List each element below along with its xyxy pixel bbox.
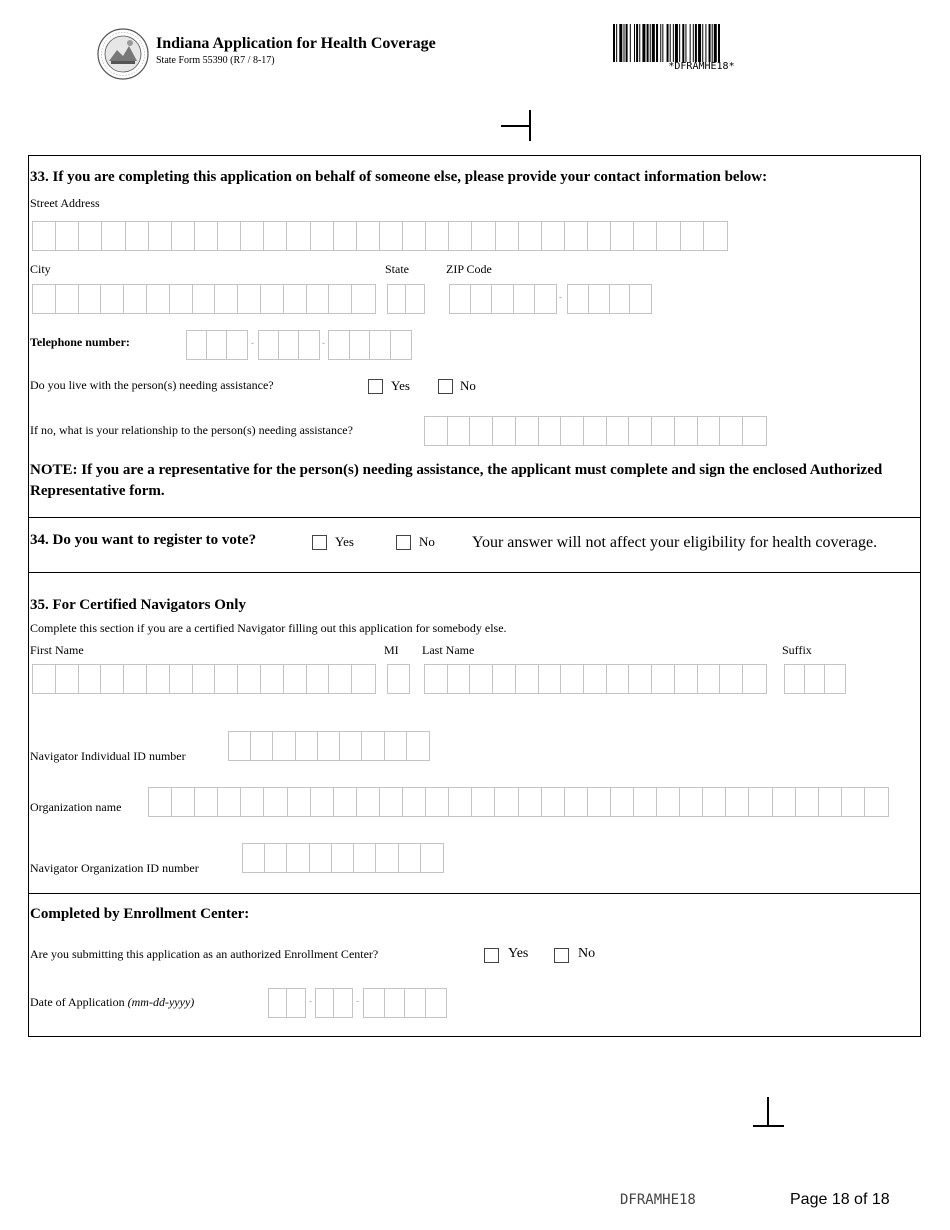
comb-cell: [79, 665, 102, 693]
comb-cell: [611, 788, 634, 816]
comb-cell: [785, 665, 805, 693]
state-seal-icon: [97, 28, 149, 80]
comb-cell: [539, 665, 562, 693]
comb-cell: [720, 665, 743, 693]
application-year-input[interactable]: [363, 988, 447, 1018]
organization-name-label: Organization name: [30, 800, 122, 814]
barcode-bar: [642, 24, 645, 62]
comb-cell: [79, 285, 102, 313]
comb-cell: [362, 732, 384, 760]
authorized-representative-note: NOTE: If you are a representative for the person(s) needing assistance, the applicant must complete and sign the enclosed Authorized Representative form.: [30, 462, 883, 499]
comb-cell: [399, 844, 421, 872]
comb-cell: [539, 417, 562, 445]
comb-cell: [634, 788, 657, 816]
comb-cell: [56, 665, 79, 693]
comb-cell: [819, 788, 842, 816]
comb-cell: [519, 788, 542, 816]
comb-cell: [264, 222, 287, 250]
comb-cell: [630, 285, 651, 313]
comb-cell: [426, 222, 449, 250]
comb-cell: [311, 222, 334, 250]
comb-cell: [172, 788, 195, 816]
comb-cell: [284, 285, 307, 313]
comb-cell: [657, 788, 680, 816]
footer-form-code: DFRAMHE18: [620, 1192, 696, 1208]
comb-cell: [310, 844, 332, 872]
comb-cell: [354, 844, 376, 872]
comb-cell: [421, 844, 443, 872]
navigator-organization-id-input[interactable]: [242, 843, 444, 873]
comb-cell: [584, 417, 607, 445]
comb-cell: [147, 285, 170, 313]
barcode-bar: [685, 24, 686, 62]
comb-cell: [542, 788, 565, 816]
navigator-instructions: Complete this section if you are a certified Navigator filling out this application for somebody else.: [30, 621, 507, 635]
barcode-bar: [714, 24, 717, 62]
section-35-heading: 35. For Certified Navigators Only: [30, 597, 246, 613]
comb-cell: [101, 285, 124, 313]
comb-cell: [287, 844, 309, 872]
comb-cell: [607, 665, 630, 693]
comb-cell: [311, 788, 334, 816]
comb-cell: [376, 844, 398, 872]
comb-cell: [195, 222, 218, 250]
barcode-bar: [695, 24, 697, 62]
comb-cell: [471, 285, 492, 313]
comb-cell: [385, 732, 407, 760]
barcode-bar: [619, 24, 622, 62]
barcode: [613, 24, 790, 62]
registration-mark-bottom-vertical: [767, 1097, 769, 1127]
zip-dash: -: [559, 292, 562, 302]
telephone-line-input[interactable]: [328, 330, 412, 360]
comb-cell: [535, 285, 556, 313]
barcode-bar: [670, 24, 671, 62]
page-number: Page 18 of 18: [790, 1191, 890, 1208]
barcode-bar: [690, 24, 691, 62]
enrollment-center-question: Are you submitting this application as an authorized Enrollment Center?: [30, 947, 379, 961]
comb-cell: [450, 285, 471, 313]
register-vote-yes-label: Yes: [335, 534, 354, 549]
comb-cell: [329, 665, 352, 693]
comb-cell: [273, 732, 295, 760]
registration-mark-top: [501, 125, 531, 127]
comb-cell: [584, 665, 607, 693]
comb-cell: [147, 665, 170, 693]
registration-mark-top-vertical: [529, 110, 531, 141]
navigator-id-input[interactable]: [228, 731, 430, 761]
section-33-heading: 33. If you are completing this application on behalf of someone else, please provide your contact information below:: [30, 169, 768, 185]
organization-name-input[interactable]: [148, 787, 889, 817]
comb-cell: [340, 732, 362, 760]
live-with-yes-label: Yes: [391, 378, 410, 393]
comb-cell: [218, 222, 241, 250]
comb-cell: [124, 285, 147, 313]
live-with-question: Do you live with the person(s) needing assistance?: [30, 378, 274, 392]
comb-cell: [251, 732, 273, 760]
comb-cell: [56, 222, 79, 250]
comb-cell: [495, 788, 518, 816]
comb-cell: [472, 222, 495, 250]
first-name-label: First Name: [30, 643, 84, 657]
comb-cell: [588, 222, 611, 250]
register-vote-yes-checkbox[interactable]: [312, 535, 327, 550]
zip-code-input[interactable]: [449, 284, 557, 314]
comb-cell: [425, 417, 448, 445]
relationship-input[interactable]: [424, 416, 767, 446]
telephone-dash-2: -: [322, 338, 325, 348]
relationship-question: If no, what is your relationship to the person(s) needing assistance?: [30, 423, 353, 437]
comb-cell: [472, 788, 495, 816]
comb-cell: [101, 665, 124, 693]
comb-cell: [241, 788, 264, 816]
comb-cell: [657, 222, 680, 250]
comb-cell: [561, 417, 584, 445]
comb-cell: [449, 788, 472, 816]
street-address-input[interactable]: [32, 221, 728, 251]
comb-cell: [607, 417, 630, 445]
comb-cell: [215, 285, 238, 313]
barcode-bar: [712, 24, 713, 62]
comb-cell: [380, 222, 403, 250]
comb-cell: [264, 788, 287, 816]
divider-34-35: [28, 572, 921, 573]
comb-cell: [284, 665, 307, 693]
comb-cell: [357, 222, 380, 250]
navigator-organization-id-label: Navigator Organization ID number: [30, 861, 199, 875]
comb-cell: [629, 665, 652, 693]
last-name-input[interactable]: [424, 664, 767, 694]
telephone-area-code-input[interactable]: [186, 330, 248, 360]
live-with-no-checkbox[interactable]: [438, 379, 453, 394]
enrollment-center-heading: Completed by Enrollment Center:: [30, 906, 250, 922]
barcode-bar: [616, 24, 617, 62]
zip-label: ZIP Code: [446, 262, 492, 276]
enrollment-yes-label: Yes: [508, 946, 529, 961]
comb-cell: [170, 285, 193, 313]
comb-cell: [261, 665, 284, 693]
application-month-input[interactable]: [268, 988, 306, 1018]
comb-cell: [227, 331, 247, 359]
comb-cell: [681, 222, 704, 250]
telephone-label: Telephone number:: [30, 335, 130, 349]
comb-cell: [629, 417, 652, 445]
date-dash-1: -: [309, 996, 312, 1006]
barcode-bar: [624, 24, 625, 62]
live-with-no-label: No: [460, 378, 476, 393]
comb-cell: [743, 665, 766, 693]
comb-cell: [698, 665, 721, 693]
live-with-yes-checkbox[interactable]: [368, 379, 383, 394]
comb-cell: [307, 285, 330, 313]
comb-cell: [218, 788, 241, 816]
barcode-bar: [675, 24, 678, 62]
comb-cell: [187, 331, 207, 359]
comb-cell: [720, 417, 743, 445]
comb-cell: [385, 989, 406, 1017]
form-title: Indiana Application for Health Coverage: [156, 35, 436, 52]
comb-cell: [241, 222, 264, 250]
comb-cell: [193, 665, 216, 693]
comb-cell: [102, 222, 125, 250]
comb-cell: [170, 665, 193, 693]
comb-cell: [352, 665, 375, 693]
barcode-bar: [662, 24, 663, 62]
comb-cell: [329, 285, 352, 313]
comb-cell: [287, 222, 310, 250]
comb-cell: [448, 665, 471, 693]
telephone-dash-1: -: [251, 338, 254, 348]
form-number: State Form 55390 (R7 / 8-17): [156, 55, 275, 66]
comb-cell: [519, 222, 542, 250]
comb-cell: [516, 665, 539, 693]
comb-cell: [388, 285, 406, 313]
comb-cell: [425, 665, 448, 693]
comb-cell: [299, 331, 319, 359]
comb-cell: [79, 222, 102, 250]
comb-cell: [172, 222, 195, 250]
barcode-bar: [652, 24, 655, 62]
comb-cell: [865, 788, 888, 816]
barcode-bar: [682, 24, 684, 62]
vote-eligibility-note: Your answer will not affect your eligibility for health coverage.: [472, 534, 878, 551]
first-name-input[interactable]: [32, 664, 376, 694]
comb-cell: [149, 788, 172, 816]
barcode-bar: [679, 24, 680, 62]
suffix-label: Suffix: [782, 643, 812, 657]
comb-cell: [352, 285, 375, 313]
barcode-bar: [647, 24, 649, 62]
barcode-bar: [698, 24, 701, 62]
comb-cell: [329, 331, 350, 359]
comb-cell: [773, 788, 796, 816]
comb-cell: [316, 989, 334, 1017]
barcode-bar: [709, 24, 711, 62]
comb-cell: [726, 788, 749, 816]
date-of-application-label: Date of Application: [30, 995, 125, 1009]
barcode-bar: [702, 24, 703, 62]
divider-33-34: [28, 517, 921, 518]
comb-cell: [492, 285, 513, 313]
comb-cell: [493, 665, 516, 693]
comb-cell: [796, 788, 819, 816]
comb-cell: [33, 285, 56, 313]
enrollment-yes-checkbox[interactable]: [484, 948, 499, 963]
city-label: City: [30, 262, 51, 276]
comb-cell: [470, 417, 493, 445]
comb-cell: [514, 285, 535, 313]
comb-cell: [470, 665, 493, 693]
comb-cell: [238, 665, 261, 693]
comb-cell: [243, 844, 265, 872]
comb-cell: [126, 222, 149, 250]
barcode-bar: [718, 24, 720, 62]
comb-cell: [350, 331, 371, 359]
comb-cell: [259, 331, 279, 359]
comb-cell: [426, 788, 449, 816]
comb-cell: [610, 285, 631, 313]
barcode-bar: [656, 24, 658, 62]
city-input[interactable]: [32, 284, 376, 314]
comb-cell: [680, 788, 703, 816]
barcode-bar: [660, 24, 661, 62]
comb-cell: [195, 788, 218, 816]
barcode-bar: [705, 24, 706, 62]
comb-cell: [842, 788, 865, 816]
comb-cell: [749, 788, 772, 816]
comb-cell: [370, 331, 391, 359]
barcode-text: *DFRAMHE18*: [668, 61, 735, 72]
comb-cell: [334, 989, 352, 1017]
comb-cell: [403, 788, 426, 816]
comb-cell: [542, 222, 565, 250]
comb-cell: [703, 788, 726, 816]
comb-cell: [704, 222, 727, 250]
comb-cell: [561, 665, 584, 693]
comb-cell: [124, 665, 147, 693]
comb-cell: [215, 665, 238, 693]
comb-cell: [426, 989, 447, 1017]
comb-cell: [261, 285, 284, 313]
comb-cell: [407, 732, 429, 760]
comb-cell: [364, 989, 385, 1017]
barcode-bar: [630, 24, 631, 62]
date-format-hint: (mm-dd-yyyy): [127, 995, 195, 1009]
enrollment-no-label: No: [578, 946, 596, 961]
divider-35-enrollment: [28, 893, 921, 894]
zip-extension-input[interactable]: [567, 284, 652, 314]
application-day-input[interactable]: [315, 988, 353, 1018]
comb-cell: [406, 285, 424, 313]
comb-cell: [56, 285, 79, 313]
comb-cell: [193, 285, 216, 313]
comb-cell: [279, 331, 299, 359]
comb-cell: [380, 788, 403, 816]
comb-cell: [288, 788, 311, 816]
comb-cell: [334, 222, 357, 250]
barcode-bar: [626, 24, 628, 62]
comb-cell: [568, 285, 589, 313]
comb-cell: [652, 417, 675, 445]
state-label: State: [385, 262, 409, 276]
section-34-heading: 34. Do you want to register to vote?: [30, 532, 257, 548]
comb-cell: [675, 665, 698, 693]
comb-cell: [357, 788, 380, 816]
state-input[interactable]: [387, 284, 425, 314]
comb-cell: [403, 222, 426, 250]
barcode-bar: [667, 24, 669, 62]
comb-cell: [405, 989, 426, 1017]
comb-cell: [589, 285, 610, 313]
comb-cell: [287, 989, 305, 1017]
comb-cell: [229, 732, 251, 760]
comb-cell: [652, 665, 675, 693]
street-address-label: Street Address: [30, 196, 100, 210]
comb-cell: [565, 788, 588, 816]
comb-cell: [391, 331, 412, 359]
comb-cell: [332, 844, 354, 872]
barcode-bar: [673, 24, 674, 62]
comb-cell: [265, 844, 287, 872]
comb-cell: [269, 989, 287, 1017]
comb-cell: [307, 665, 330, 693]
enrollment-no-checkbox[interactable]: [554, 948, 569, 963]
comb-cell: [33, 222, 56, 250]
barcode-bar: [639, 24, 640, 62]
barcode-bar: [634, 24, 635, 62]
comb-cell: [334, 788, 357, 816]
comb-cell: [388, 665, 409, 693]
last-name-label: Last Name: [422, 643, 475, 657]
date-of-application-label-wrap: [30, 995, 194, 1010]
register-vote-no-checkbox[interactable]: [396, 535, 411, 550]
comb-cell: [698, 417, 721, 445]
comb-cell: [496, 222, 519, 250]
suffix-input[interactable]: [784, 664, 846, 694]
comb-cell: [565, 222, 588, 250]
date-dash-2: -: [356, 996, 359, 1006]
comb-cell: [207, 331, 227, 359]
comb-cell: [743, 417, 766, 445]
comb-cell: [238, 285, 261, 313]
comb-cell: [318, 732, 340, 760]
comb-cell: [825, 665, 845, 693]
comb-cell: [634, 222, 657, 250]
barcode-bar: [613, 24, 615, 62]
register-vote-no-label: No: [419, 534, 435, 549]
comb-cell: [516, 417, 539, 445]
barcode-bar: [650, 24, 651, 62]
comb-cell: [675, 417, 698, 445]
comb-cell: [588, 788, 611, 816]
comb-cell: [296, 732, 318, 760]
middle-initial-input[interactable]: [387, 664, 410, 694]
comb-cell: [805, 665, 825, 693]
barcode-bar: [636, 24, 638, 62]
comb-cell: [493, 417, 516, 445]
mi-label: MI: [384, 643, 399, 657]
navigator-id-label: Navigator Individual ID number: [30, 749, 186, 763]
comb-cell: [611, 222, 634, 250]
comb-cell: [449, 222, 472, 250]
comb-cell: [33, 665, 56, 693]
barcode-bar: [693, 24, 694, 62]
comb-cell: [448, 417, 471, 445]
comb-cell: [149, 222, 172, 250]
telephone-prefix-input[interactable]: [258, 330, 320, 360]
